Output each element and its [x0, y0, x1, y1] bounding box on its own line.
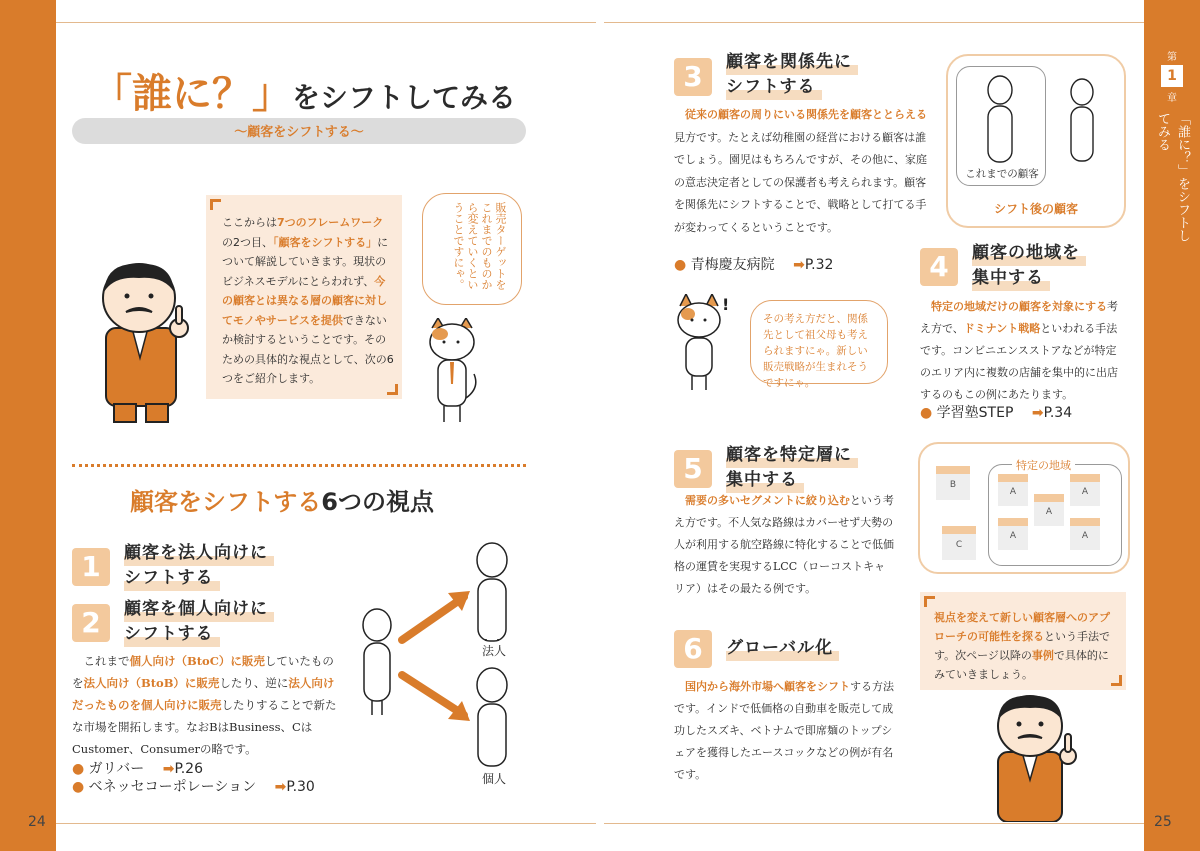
cat-illustration	[424, 318, 480, 426]
ref-gulliver-page: P.26	[174, 761, 203, 777]
item1-line1: 顧客を法人向けに	[124, 541, 274, 566]
shifted-customer-circle	[946, 54, 1126, 228]
section-title	[130, 482, 434, 517]
item4-body-a: 特定の地域だけの顧客を対象にする	[931, 300, 1107, 313]
house-a-label: A	[1081, 487, 1089, 497]
chapter-tab	[1148, 48, 1196, 253]
ref-gulliver	[72, 758, 203, 778]
cat-speech-bubble-2	[750, 300, 888, 389]
house-a-label: A	[1009, 531, 1017, 541]
intro-t1: ここからは	[222, 216, 277, 229]
shift-diagram	[352, 535, 532, 785]
item5-body	[674, 490, 896, 600]
summary-b: という手法です。次ページ以降の	[934, 630, 1110, 662]
item5-line1: 顧客を特定層に	[726, 443, 858, 468]
item5-line2: 集中する	[726, 468, 804, 493]
bullet-icon: ●	[72, 779, 85, 795]
ref-benesse-page: P.30	[286, 779, 315, 795]
item4-body-b: 考え方で、	[920, 300, 1118, 335]
house-a-label: A	[1081, 531, 1089, 541]
ref-gulliver-name: ガリバー	[88, 761, 145, 777]
corner-mark-tl	[210, 199, 221, 210]
house-b	[936, 466, 970, 500]
ref-step-page: P.34	[1043, 405, 1073, 421]
chapter-label: 第	[1167, 52, 1177, 63]
item3-body-b: 見方です。たとえば幼稚園の経営における顧客は誰でしょう。園児はもちろんですが、その他に、家庭の意志決定者としての保護者も考えられます。顧客を関係先にシフトすることで、戦略として打てる手が変わってくるということです。	[674, 130, 927, 234]
summary-c: 事例	[1031, 649, 1054, 662]
dotted-divider	[72, 464, 526, 467]
item5-body-a: 需要の多いセグメントに絞り込む	[685, 494, 850, 507]
svg-text:!: !	[722, 295, 730, 314]
intro-t5: について解説していきます。現状のビジネスモデルにとらわれず、	[222, 235, 389, 288]
house-a	[998, 474, 1028, 506]
item4-badge: 4	[920, 248, 958, 286]
item5-badge: 5	[674, 450, 712, 488]
intro-t2: 7つのフレームワーク	[277, 216, 384, 229]
item6-body-a: 国内から海外市場へ顧客をシフト	[685, 680, 850, 693]
ref-benesse-name: ベネッセコーポレーション	[88, 779, 257, 795]
item2-line2: シフトする	[124, 622, 220, 647]
item3-line2: シフトする	[726, 75, 822, 100]
item6-line1: グローバル化	[726, 636, 839, 661]
chapter-title: 「誰に？」をシフトしてみる	[1155, 112, 1190, 242]
ref-benesse	[72, 776, 315, 796]
bottom-rule-right	[604, 823, 1144, 824]
house-a	[1034, 494, 1064, 526]
arrow-right-icon: ➡	[793, 257, 805, 273]
item6-body-b: する方法です。インドで低価格の自動車を販売して成功したスズキ、ベトナムで即席麺のトップシェアを獲得したエースコックなどの例が有名です。	[674, 680, 894, 781]
subtitle: ～顧客をシフトする～	[234, 125, 364, 140]
ref-ome	[674, 254, 833, 274]
house-c-label: C	[955, 540, 963, 550]
item2-body-f: 法人向けだったものを個人向けに販売	[72, 676, 335, 712]
top-rule-left	[56, 22, 596, 23]
item2-body-b: 個人向け（BtoC）に販売	[129, 654, 265, 668]
businessman-illustration	[84, 258, 196, 424]
item2-heading	[124, 597, 274, 647]
page-number-left: 24	[28, 814, 46, 830]
item4-heading	[972, 241, 1086, 291]
chapter-number: 1	[1161, 65, 1183, 87]
page-title	[92, 62, 516, 119]
label-corporate: 法人	[482, 644, 507, 658]
customer-figures	[972, 74, 1112, 174]
bullet-icon: ●	[920, 405, 933, 421]
person-figure-center	[363, 609, 391, 715]
label-individual: 個人	[482, 772, 507, 786]
item4-body-d: といわれる手法です。コンビニエンスストアなどが特定のエリア内に複数の店舗を集中的に出店するのもこの例にあたります。	[920, 322, 1118, 401]
item4-line1: 顧客の地域を	[972, 241, 1086, 266]
subtitle-bar	[72, 118, 526, 144]
item2-body-d: 法人向け（BtoB）に販売	[83, 676, 220, 690]
page-number-right: 25	[1154, 814, 1172, 830]
item4-line2: 集中する	[972, 266, 1050, 291]
arrow-right-icon: ➡	[274, 779, 287, 795]
item2-badge: 2	[72, 604, 110, 642]
ref-ome-page: P.32	[804, 257, 834, 273]
ref-step-name: 学習塾STEP	[936, 405, 1014, 421]
house-b-label: B	[949, 480, 957, 490]
arrow-right-icon: ➡	[162, 761, 175, 777]
item2-body-e: したり、逆に	[219, 676, 289, 690]
cat-speech-text: 販売ターゲットをこれまでのものから変えていくということですにゃ。	[452, 202, 507, 290]
bullet-icon: ●	[674, 257, 687, 273]
ref-step	[920, 402, 1072, 422]
item6-body	[674, 676, 896, 786]
item3-badge: 3	[674, 58, 712, 96]
region-diagram	[918, 442, 1130, 574]
house-a	[1070, 518, 1100, 550]
item5-body-b: という考え方です。不人気な路線はカバーせず大勢の人が利用する航空路線に特化することで低価格の運賃を実現するLCC（ローコストキャリア）はその最たる例です。	[674, 494, 894, 595]
house-a	[998, 518, 1028, 550]
intro-t6: 今の顧客とは異なる層の顧客に対してモノやサービスを提供	[222, 274, 387, 327]
label-specific-region: 特定の地域	[1012, 457, 1075, 473]
intro-text	[222, 213, 394, 389]
summary-a: 視点を変えて新しい顧客層へのアプローチの可能性を探る	[934, 611, 1110, 643]
label-shifted-customer: シフト後の顧客	[993, 202, 1078, 216]
item3-body	[674, 104, 936, 239]
item4-body-c: ドミナント戦略	[963, 322, 1041, 335]
label-current-customer: これまでの顧客	[965, 168, 1039, 180]
item5-heading	[726, 443, 858, 493]
intro-t3: の2つ目、	[222, 235, 273, 249]
item1-heading	[124, 541, 274, 591]
section-title-1: 顧客をシフトする	[130, 488, 322, 516]
section-title-2: 6つの視点	[321, 488, 434, 516]
title-quote: 「誰に？」	[92, 71, 292, 117]
chapter-suffix: 章	[1167, 93, 1177, 104]
businessman-illustration-2	[984, 690, 1080, 822]
left-sidebar	[0, 0, 56, 851]
summary-d: で具体的にみていきましょう。	[934, 649, 1109, 681]
item2-body-g: したりすることで新たな市場を開拓します。なおBはBusiness、CはCustomer、Consumerの略です。	[72, 698, 337, 756]
item2-body-a: これまで	[83, 654, 130, 668]
item3-body-a: 従来の顧客の周りにいる関係先を顧客ととらえる	[685, 108, 927, 121]
summary-box	[920, 592, 1126, 690]
intro-t4: 「顧客をシフトする」	[273, 235, 378, 249]
intro-t7: できないか検討するということです。そのための具体的な視点として、次の6つをご紹介します。	[222, 313, 394, 385]
cat-illustration-2	[672, 294, 732, 394]
ref-ome-name: 青梅慶友病院	[690, 257, 775, 273]
bottom-rule-left	[56, 823, 596, 824]
house-a-label: A	[1009, 487, 1017, 497]
item2-line1: 顧客を個人向けに	[124, 597, 274, 622]
item6-heading	[726, 636, 839, 661]
bullet-icon: ●	[72, 761, 85, 777]
house-a-label: A	[1045, 507, 1053, 517]
intro-box	[206, 195, 402, 399]
corner-mark-tl	[924, 596, 935, 607]
item3-heading	[726, 50, 858, 100]
item2-body	[72, 650, 342, 760]
item6-badge: 6	[674, 630, 712, 668]
cat-speech-bubble	[422, 193, 522, 305]
title-rest: をシフトしてみる	[292, 81, 517, 114]
house-a	[1070, 474, 1100, 506]
summary-text	[934, 608, 1118, 684]
item3-line1: 顧客を関係先に	[726, 50, 858, 75]
top-rule-right	[604, 22, 1144, 23]
item1-badge: 1	[72, 548, 110, 586]
item4-body	[920, 296, 1126, 406]
house-c	[942, 526, 976, 560]
cat-speech-text-2: その考え方だと、関係先として祖父母も考えられますにゃ。新しい販売戦略が生まれそうですにゃ。	[763, 313, 868, 389]
item1-line2: シフトする	[124, 566, 220, 591]
arrow-right-icon: ➡	[1031, 405, 1044, 421]
item2-body-c: していたものを	[72, 654, 334, 690]
